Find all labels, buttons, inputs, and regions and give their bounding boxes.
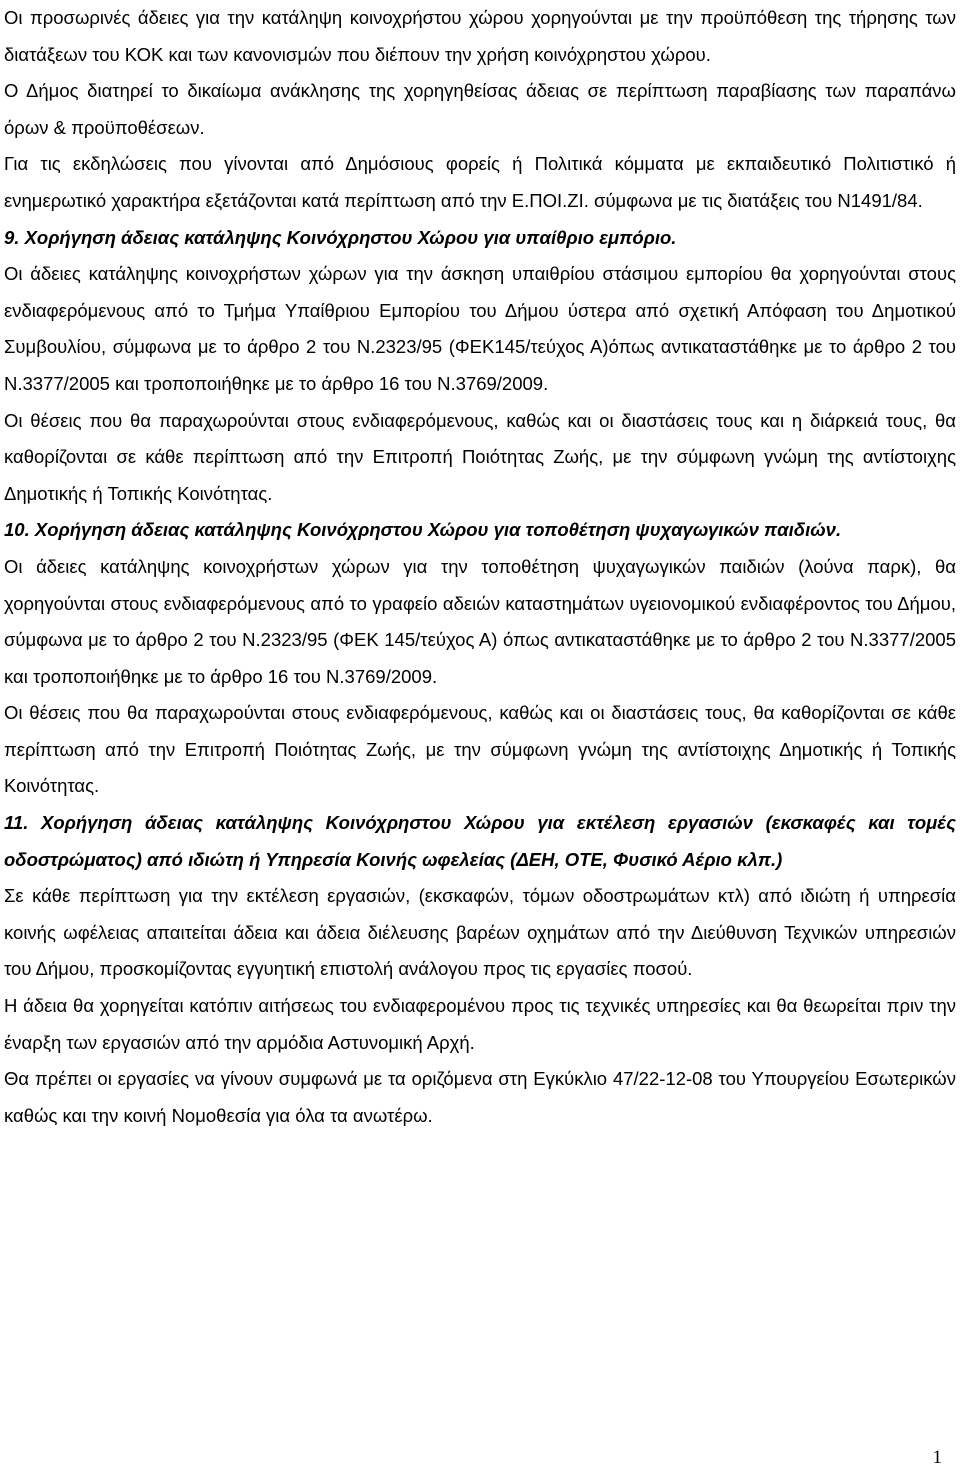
page-number: 1 [932, 1447, 942, 1468]
section-heading-10: 10. Χορήγηση άδειας κατάληψης Κοινόχρηστου Χώρου για τοποθέτηση ψυχαγωγικών παιδιών. [4, 519, 842, 541]
paragraph-revocation-right: Ο Δήμος διατηρεί το δικαίωμα ανάκλησης της χορηγηθείσας άδειας σε περίπτωση παραβίασης των παραπάνω όρων & προϋποθέσεων. [4, 80, 956, 138]
document-page [4, 0, 956, 1134]
paragraph-permit-application: Η άδεια θα χορηγείται κατόπιν αιτήσεως του ενδιαφερομένου προς τις τεχνικές υπηρεσίες και θα θεωρείται πριν την έναρξη των εργασιών από την αρμόδια Αστυνομική Αρχή. [4, 995, 956, 1053]
paragraph-excavation-permits: Σε κάθε περίπτωση για την εκτέλεση εργασιών, (εκσκαφών, τόμων οδοστρωμάτων κτλ) από ιδιώτη ή υπηρεσία κοινής ωφέλειας απαιτείται άδεια και άδεια διέλευσης βαρέων οχημάτων από την Διεύθυνση Τεχνικών υπηρεσιών του Δήμου, προσκομίζοντας εγγυητική επιστολή ανάλογου προς τις εργασίες ποσού. [4, 885, 956, 980]
paragraph-amusement-park-permits: Οι άδειες κατάληψης κοινοχρήστων χώρων για την τοποθέτηση ψυχαγωγικών παιδιών (λούνα παρκ), θα χορηγούνται στους ενδιαφερόμενους από το γραφείο αδειών καταστημάτων υγειονομικού ενδιαφέροντος του Δήμου, σύμφωνα με το άρθρο 2 του Ν.2323/95 (ΦΕΚ 145/τεύχος Α) όπως αντικαταστάθηκε με το άρθρο 2 του Ν.3377/2005 και τροποποιήθηκε με το άρθρο 16 του Ν.3769/2009. [4, 555, 956, 687]
section-heading-11: 11. Χορήγηση άδειας κατάληψης Κοινόχρηστου Χώρου για εκτέλεση εργασιών (εκσκαφές και τομές οδοστρώματος) από ιδιώτη ή Υπηρεσία Κοινής ωφελείας (ΔΕΗ, ΟΤΕ, Φυσικό Αέριο κλπ.) [4, 812, 956, 870]
paragraph-open-air-trade-positions: Οι θέσεις που θα παραχωρούνται στους ενδιαφερόμενους, καθώς και οι διαστάσεις τους και η διάρκειά τους, θα καθορίζονται σε κάθε περίπτωση από την Επιτροπή Ποιότητας Ζωής, με την σύμφωνη γνώμη της αντίστοιχης Δημοτικής ή Τοπικής Κοινότητας. [4, 409, 956, 504]
paragraph-open-air-trade-permits: Οι άδειες κατάληψης κοινοχρήστων χώρων για την άσκηση υπαιθρίου στάσιμου εμπορίου θα χορηγούνται στους ενδιαφερόμενους από το Τμήμα Υπαίθριου Εμπορίου του Δήμου ύστερα από σχετική Απόφαση του Δημοτικού Συμβουλίου, σύμφωνα με το άρθρο 2 του Ν.2323/95 (ΦΕΚ145/τεύχος Α)όπως αντικαταστάθηκε με το άρθρο 2 του Ν.3377/2005 και τροποποιήθηκε με το άρθρο 16 του Ν.3769/2009. [4, 263, 956, 394]
paragraph-public-events: Για τις εκδηλώσεις που γίνονται από Δημόσιους φορείς ή Πολιτικά κόμματα με εκπαιδευτικό Πολιτιστικό ή ενημερωτικό χαρακτήρα εξετάζονται κατά περίπτωση από την Ε.ΠΟΙ.ΖΙ. σύμφωνα με τις διατάξεις του Ν1491/84. [4, 153, 956, 211]
paragraph-amusement-park-positions: Οι θέσεις που θα παραχωρούνται στους ενδιαφερόμενους, καθώς και οι διαστάσεις τους, θα καθορίζονται σε κάθε περίπτωση από την Επιτροπή Ποιότητας Ζωής, με την σύμφωνη γνώμη της αντίστοιχης Δημοτικής ή Τοπικής Κοινότητας. [4, 702, 956, 797]
section-heading-9: 9. Χορήγηση άδειας κατάληψης Κοινόχρηστου Χώρου για υπαίθριο εμπόριο. [4, 226, 677, 248]
paragraph-temporary-permits: Οι προσωρινές άδειες για την κατάληψη κοινοχρήστου χώρου χορηγούνται με την προϋπόθεση της τήρησης των διατάξεων του ΚΟΚ και των κανονισμών που διέπουν την χρήση κοινόχρηστου χώρου. [4, 7, 956, 65]
paragraph-circular-compliance: Θα πρέπει οι εργασίες να γίνουν συμφωνά με τα οριζόμενα στη Εγκύκλιο 47/22-12-08 του Υπουργείου Εσωτερικών καθώς και την κοινή Νομοθεσία για όλα τα ανωτέρω. [4, 1068, 956, 1126]
